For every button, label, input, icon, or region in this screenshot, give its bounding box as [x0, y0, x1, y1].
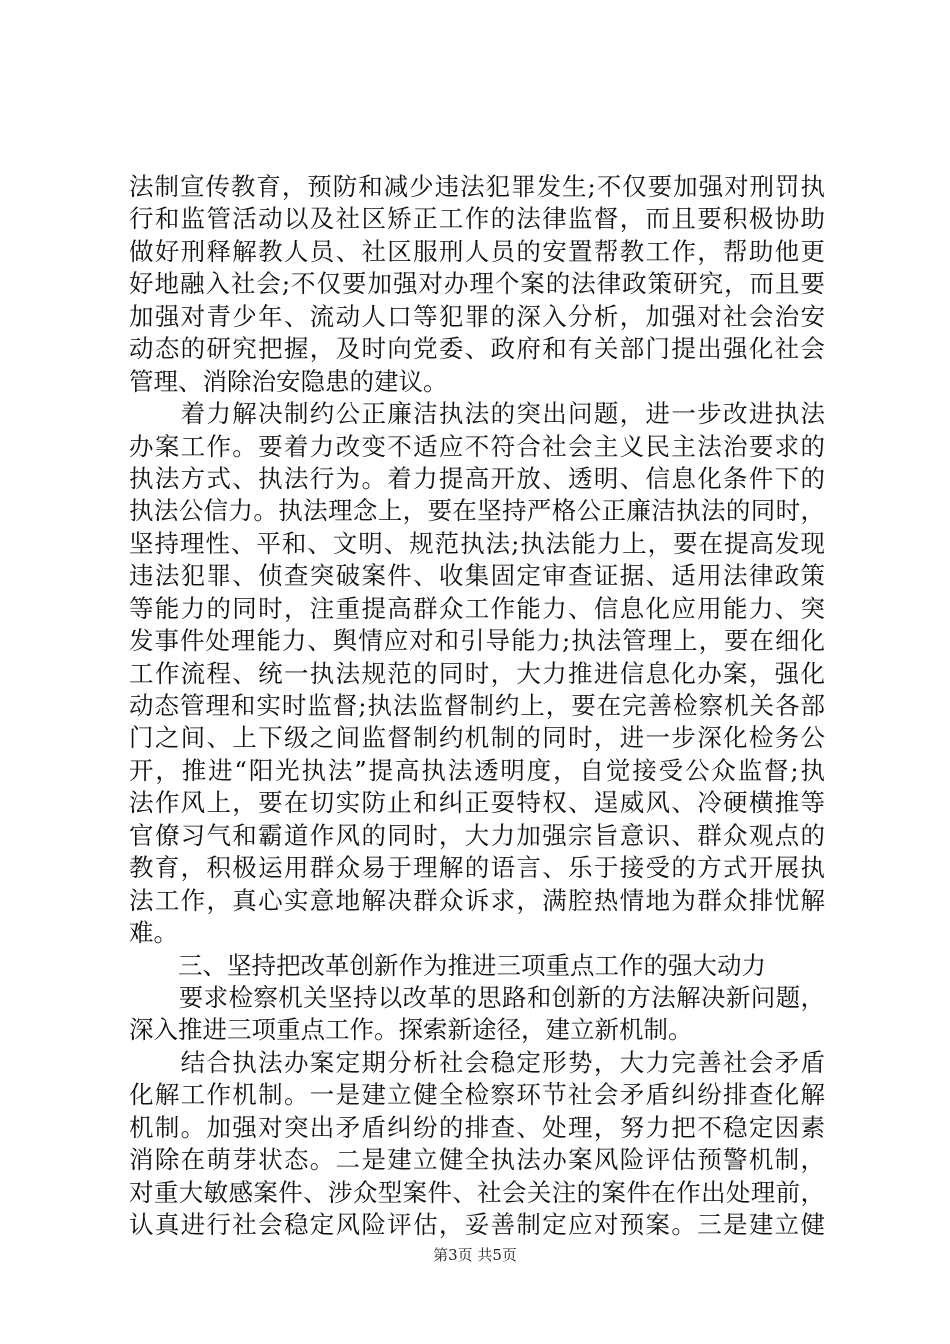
text-line: 化解工作机制。一是建立健全检察环节社会矛盾纠纷排查化解	[129, 1080, 825, 1110]
text-line: 结合执法办案定期分析社会稳定形势，大力完善社会矛盾	[129, 1047, 825, 1077]
text-line: 难。	[129, 918, 178, 948]
document-body	[129, 171, 825, 1241]
text-line: 动态管理和实时监督;执法监督制约上，要在完善检察机关各部	[129, 691, 825, 720]
text-line: 机制。加强对突出矛盾纠纷的排查、处理，努力把不稳定因素	[129, 1112, 825, 1142]
text-line: 行和监管活动以及社区矫正工作的法律监督，而且要积极协助	[129, 204, 825, 234]
text-line: 对重大敏感案件、涉众型案件、社会关注的案件在作出处理前，	[129, 1177, 825, 1207]
text-line: 门之间、上下级之间监督制约机制的同时，进一步深化检务公	[129, 723, 825, 753]
text-line: 消除在萌芽状态。二是建立健全执法办案风险评估预警机制，	[129, 1145, 825, 1175]
text-line: 违法犯罪、侦查突破案件、收集固定审查证据、适用法律政策	[129, 561, 825, 591]
text-line: 坚持理性、平和、文明、规范执法;执法能力上，要在提高发现	[129, 528, 825, 558]
text-line: 三、坚持把改革创新作为推进三项重点工作的强大动力	[129, 950, 766, 980]
text-line: 着力解决制约公正廉洁执法的突出问题，进一步改进执法	[129, 399, 825, 429]
text-line: 做好刑释解教人员、社区服刑人员的安置帮教工作，帮助他更	[129, 236, 825, 266]
text-line: 法作风上，要在切实防止和纠正耍特权、逞威风、冷硬横推等	[129, 788, 825, 818]
text-line: 认真进行社会稳定风险评估，妥善制定应对预案。三是建立健	[129, 1210, 825, 1239]
text-line: 教育，积极运用群众易于理解的语言、乐于接受的方式开展执	[129, 853, 825, 883]
text-line: 管理、消除治安隐患的建议。	[129, 366, 448, 396]
text-line: 动态的研究把握，及时向党委、政府和有关部门提出强化社会	[129, 334, 825, 364]
text-line: 好地融入社会;不仅要加强对办理个案的法律政策研究，而且要	[129, 269, 825, 299]
text-line: 等能力的同时，注重提高群众工作能力、信息化应用能力、突	[129, 593, 825, 623]
text-line: 官僚习气和霸道作风的同时，大力加强宗旨意识、群众观点的	[129, 820, 825, 850]
text-line: 发事件处理能力、舆情应对和引导能力;执法管理上，要在细化	[129, 626, 825, 656]
text-line: 执法方式、执法行为。着力提高开放、透明、信息化条件下的	[129, 463, 825, 493]
text-line: 深入推进三项重点工作。探索新途径，建立新机制。	[129, 1015, 693, 1045]
text-line: 办案工作。要着力改变不适应不符合社会主义民主法治要求的	[129, 431, 825, 461]
page-number-footer: 第3页 共5页	[433, 1246, 517, 1264]
text-line: 法制宣传教育，预防和减少违法犯罪发生;不仅要加强对刑罚执	[129, 172, 825, 201]
text-line: 执法公信力。执法理念上，要在坚持严格公正廉洁执法的同时，	[129, 496, 825, 526]
text-line: 工作流程、统一执法规范的同时，大力推进信息化办案，强化	[129, 658, 825, 688]
text-line: 法工作，真心实意地解决群众诉求，满腔热情地为群众排忧解	[129, 885, 825, 915]
text-line: 开，推进“阳光执法”提高执法透明度，自觉接受公众监督;执	[129, 755, 825, 785]
text-line: 加强对青少年、流动人口等犯罪的深入分析，加强对社会治安	[129, 301, 825, 331]
text-line: 要求检察机关坚持以改革的思路和创新的方法解决新问题，	[129, 982, 825, 1012]
